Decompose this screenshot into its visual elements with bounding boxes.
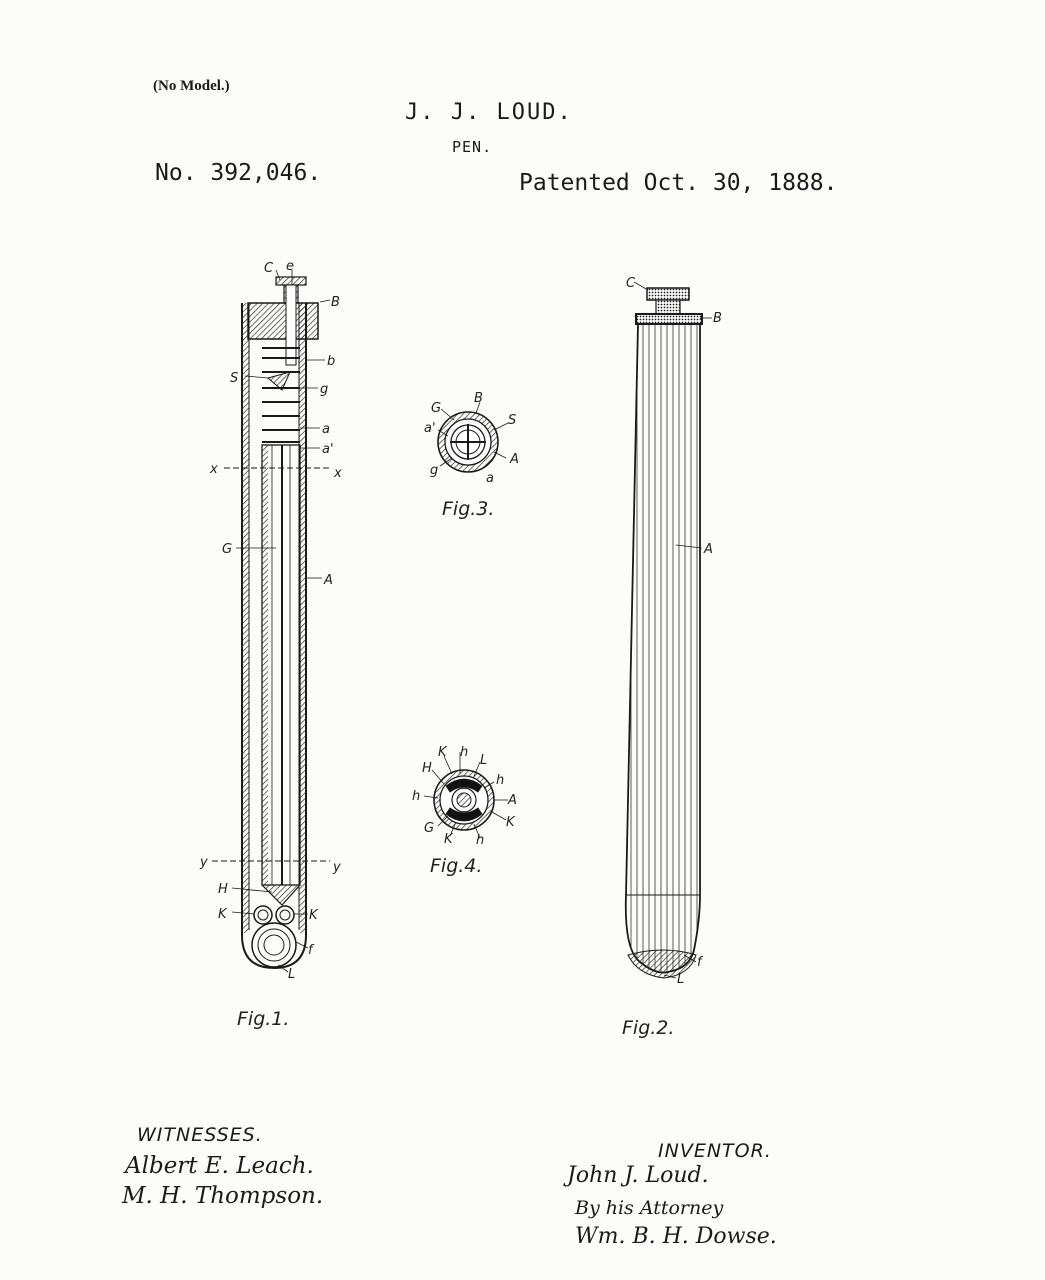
label-f: f xyxy=(308,943,313,958)
fig4-label-L: L xyxy=(480,753,488,768)
label-S: S xyxy=(230,371,239,386)
label-g: g xyxy=(320,382,329,397)
label-a-prime: a' xyxy=(322,442,334,457)
patent-title: PEN. xyxy=(452,138,493,156)
fig4-label-K-right: K xyxy=(506,815,515,830)
fig4-label-H: H xyxy=(422,761,432,776)
fig3-label-a: a xyxy=(486,471,494,486)
inventor-name: J. J. LOUD. xyxy=(405,100,573,125)
fig4-caption: Fig.4. xyxy=(430,855,483,877)
label-y-left: y xyxy=(200,855,208,870)
by-attorney-line: By his Attorney xyxy=(575,1197,724,1219)
label-e: e xyxy=(286,259,294,274)
label-a: a xyxy=(322,422,330,437)
fig2-label-f: f xyxy=(697,955,702,970)
label-L: L xyxy=(288,967,296,982)
fig4-label-K-top: K xyxy=(438,745,447,760)
fig4-drawing xyxy=(424,752,508,838)
fig4-label-h-bottom: h xyxy=(476,833,485,848)
fig4-label-K-bottom: K xyxy=(444,832,453,847)
witness-signature-2: M. H. Thompson. xyxy=(122,1183,324,1209)
patent-number: No. 392,046. xyxy=(155,160,322,186)
label-b: b xyxy=(327,354,336,369)
fig3-label-B: B xyxy=(474,391,483,406)
label-y-right: y xyxy=(333,860,341,875)
attorney-signature: Wm. B. H. Dowse. xyxy=(575,1224,777,1249)
fig4-label-h-right: h xyxy=(496,773,505,788)
fig2-label-A: A xyxy=(704,542,713,557)
label-C: C xyxy=(264,261,274,276)
fig3-label-A: A xyxy=(510,452,519,467)
label-x-right: x xyxy=(334,466,342,481)
fig4-label-h-left: h xyxy=(412,789,421,804)
fig4-label-G: G xyxy=(424,821,435,836)
label-x-left: x xyxy=(210,462,218,477)
label-H: H xyxy=(218,882,228,897)
inventor-heading: INVENTOR. xyxy=(658,1140,772,1162)
label-K-left: K xyxy=(218,907,227,922)
label-B: B xyxy=(331,295,340,310)
label-K-right: K xyxy=(309,908,318,923)
fig1-caption: Fig.1. xyxy=(237,1008,290,1030)
fig3-label-g: g xyxy=(430,463,439,478)
label-G: G xyxy=(222,542,233,557)
witness-signature-1: Albert E. Leach. xyxy=(125,1153,314,1179)
fig2-drawing xyxy=(626,282,712,978)
no-model-note: (No Model.) xyxy=(153,78,230,94)
fig3-label-G: G xyxy=(431,401,442,416)
fig4-label-h-top: h xyxy=(460,745,469,760)
fig4-label-A: A xyxy=(508,793,517,808)
patent-date: Patented Oct. 30, 1888. xyxy=(519,170,838,196)
fig2-caption: Fig.2. xyxy=(622,1017,675,1039)
fig2-label-L: L xyxy=(677,972,685,987)
fig2-label-B: B xyxy=(713,311,722,326)
witnesses-heading: WITNESSES. xyxy=(137,1124,263,1146)
fig2-label-C: C xyxy=(626,276,636,291)
fig1-reference-labels xyxy=(199,259,342,982)
inventor-signature: John J. Loud. xyxy=(567,1163,709,1188)
label-A: A xyxy=(324,573,333,588)
fig3-drawing xyxy=(438,402,508,472)
fig3-caption: Fig.3. xyxy=(442,498,495,520)
fig3-label-S: S xyxy=(508,413,517,428)
fig3-label-a-prime: a' xyxy=(424,421,436,436)
